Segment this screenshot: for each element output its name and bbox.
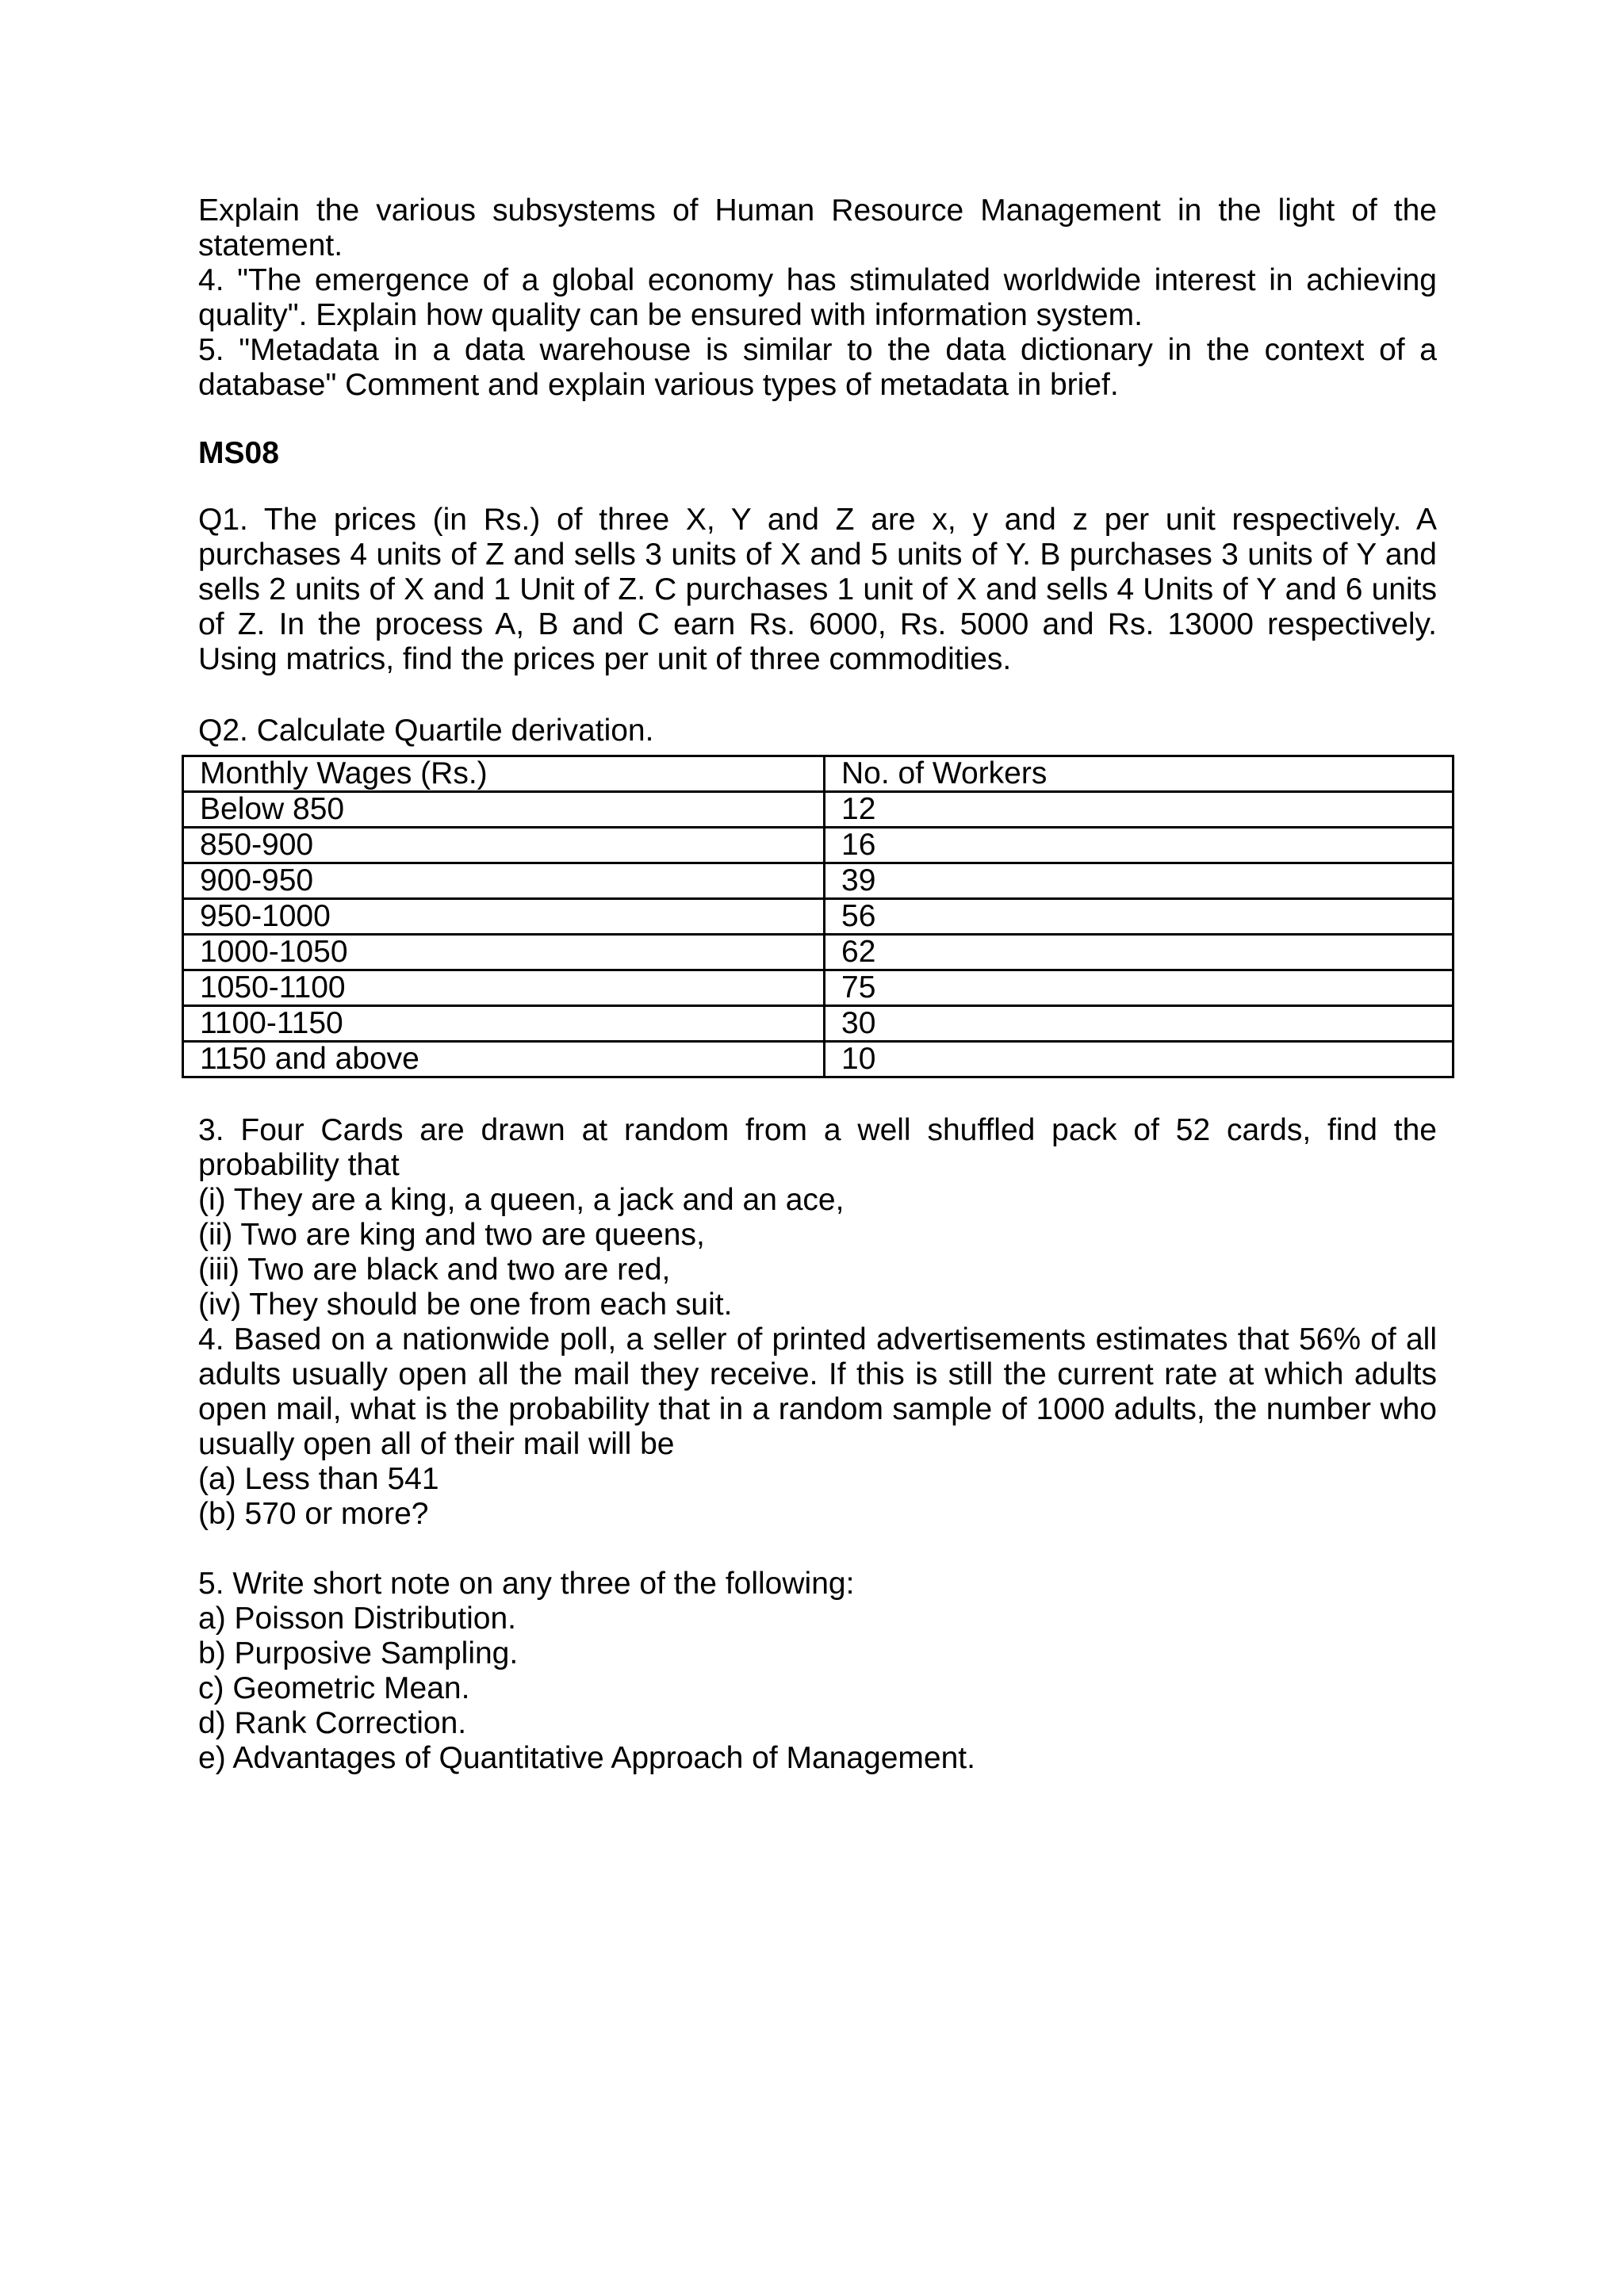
question-3-item: (iii) Two are black and two are red, bbox=[198, 1253, 671, 1287]
table-row bbox=[183, 899, 1454, 935]
question-5-item: d) Rank Correction. bbox=[198, 1706, 467, 1740]
wages-table bbox=[182, 755, 1454, 1078]
table-header-cell: Monthly Wages (Rs.) bbox=[183, 756, 825, 792]
question-5-item: a) Poisson Distribution. bbox=[198, 1601, 517, 1636]
question-2-title: Q2. Calculate Quartile derivation. bbox=[198, 714, 654, 748]
questions-section bbox=[198, 1113, 1437, 1776]
table-row bbox=[183, 935, 1454, 970]
paragraph-quality: 4. "The emergence of a global economy has stimulated worldwide interest in achieving quality". Explain how quality can be ensured with information system. bbox=[198, 263, 1437, 332]
paragraph-metadata: 5. "Metadata in a data warehouse is similar to the data dictionary in the context of a database" Comment and explain various types of metadata in brief. bbox=[198, 333, 1437, 402]
question-5-intro: 5. Write short note on any three of the following: bbox=[198, 1567, 855, 1601]
question-4-intro: 4. Based on a nationwide poll, a seller of printed advertisements estimates that 56% of all adults usually open all the mail they receive. If this is still the current rate at which adults open mail, what is the probability that in a random sample of 1000 adults, the number who usually open all of their mail will be bbox=[198, 1322, 1437, 1461]
table-header-cell: No. of Workers bbox=[825, 756, 1454, 792]
table-cell: 56 bbox=[825, 899, 1454, 935]
paragraph-hrm: Explain the various subsystems of Human Resource Management in the light of the statement. bbox=[198, 193, 1437, 262]
table-row bbox=[183, 970, 1454, 1006]
table-cell: 62 bbox=[825, 935, 1454, 970]
table-cell: 850-900 bbox=[183, 828, 825, 863]
table-cell: 10 bbox=[825, 1042, 1454, 1077]
table-row bbox=[183, 1042, 1454, 1077]
table-cell: Below 850 bbox=[183, 792, 825, 828]
question-5-item: e) Advantages of Quantitative Approach of Management. bbox=[198, 1741, 975, 1775]
table-cell: 1050-1100 bbox=[183, 970, 825, 1006]
question-3-item: (ii) Two are king and two are queens, bbox=[198, 1218, 705, 1252]
table-cell: 12 bbox=[825, 792, 1454, 828]
table-row bbox=[183, 828, 1454, 863]
question-3-intro: 3. Four Cards are drawn at random from a well shuffled pack of 52 cards, find the probability that bbox=[198, 1113, 1437, 1182]
table-cell: 1000-1050 bbox=[183, 935, 825, 970]
table-cell: 75 bbox=[825, 970, 1454, 1006]
table-cell: 30 bbox=[825, 1006, 1454, 1042]
question-3-item: (iv) They should be one from each suit. bbox=[198, 1288, 733, 1322]
table-row bbox=[183, 863, 1454, 899]
question-4-item: (a) Less than 541 bbox=[198, 1462, 439, 1496]
table-cell: 16 bbox=[825, 828, 1454, 863]
table-cell: 1100-1150 bbox=[183, 1006, 825, 1042]
question-4-item: (b) 570 or more? bbox=[198, 1497, 429, 1531]
top-section bbox=[198, 193, 1437, 748]
question-1: Q1. The prices (in Rs.) of three X, Y and Z are x, y and z per unit respectively. A purchases 4 units of Z and sells 3 units of X and 5 units of Y. B purchases 3 units of Y and sells 2 units of X and 1 Unit of Z. C purchases 1 unit of X and sells 4 Units of Y and 6 units of Z. In the process A, B and C earn Rs. 6000, Rs. 5000 and Rs. 13000 respectively. Using matrics, find the prices per unit of three commodities. bbox=[198, 503, 1437, 676]
section-heading: MS08 bbox=[198, 436, 279, 470]
question-5-item: c) Geometric Mean. bbox=[198, 1671, 470, 1705]
question-5-item: b) Purposive Sampling. bbox=[198, 1636, 519, 1670]
table-row bbox=[183, 1006, 1454, 1042]
table-cell: 39 bbox=[825, 863, 1454, 899]
table-cell: 900-950 bbox=[183, 863, 825, 899]
table-row bbox=[183, 792, 1454, 828]
table-cell: 1150 and above bbox=[183, 1042, 825, 1077]
table-header-row bbox=[183, 756, 1454, 792]
table-cell: 950-1000 bbox=[183, 899, 825, 935]
question-3-item: (i) They are a king, a queen, a jack and an ace, bbox=[198, 1183, 845, 1217]
